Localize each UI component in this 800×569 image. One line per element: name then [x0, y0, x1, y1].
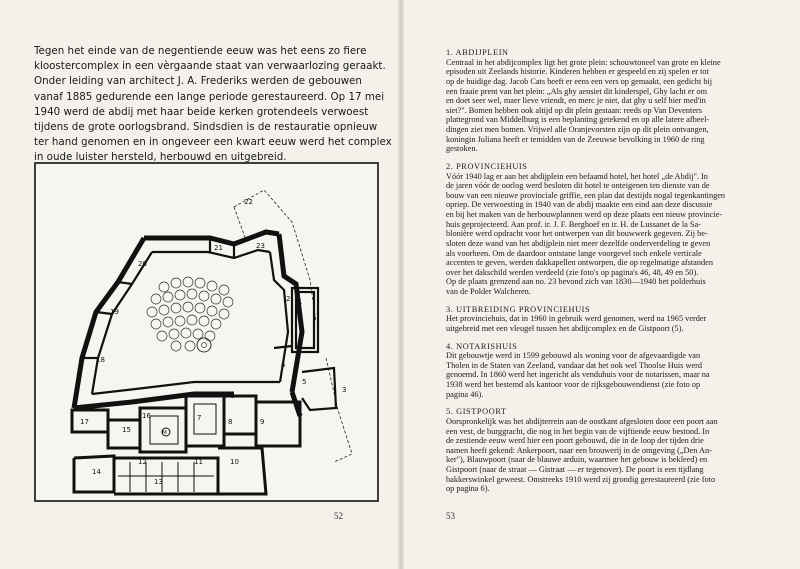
text-line: ker"), Blauwpoort (naar de blauwe arduin, waarmee het gebouw is bekleed) en: [446, 455, 708, 465]
section-title: 1. ABDIJPLEIN: [446, 48, 509, 57]
right-page: [404, 0, 800, 569]
plan-label: 5: [302, 378, 307, 386]
text-line: gestoken.: [446, 144, 478, 154]
plan-label: 8: [228, 418, 233, 426]
intro-paragraph: [34, 44, 392, 166]
section-title: 4. NOTARISHUIS: [446, 341, 518, 351]
text-line: uitgebreid met een vleugel tussen het abdijcomplex en de Gistpoort (5).: [446, 323, 684, 333]
plan-label: 23: [256, 242, 265, 250]
intro-line: Onder leiding van architect J. A. Frederiks werden de gebouwen: [34, 75, 362, 88]
intro-line: 1940 werd de abdij met haar beide kerken grotendeels verwoest: [34, 105, 369, 118]
intro-line: vanaf 1885 gedurende een lange periode gerestaureerd. Op 17 mei: [34, 90, 385, 103]
plan-label: 1: [298, 298, 303, 306]
text-line: en doet seer wel, maer lieve vriendt, en merc je niet, dat ghy u self hier med'in: [446, 96, 706, 106]
text-line: als voorheen. Om de daardoor ontstane lange voorgevel toch enkele verticale: [446, 248, 702, 258]
text-line: op pagina 6).: [446, 484, 490, 494]
plan-label: 17: [80, 418, 89, 426]
text-line: en bij het maken van de herbouwplannen werd op deze plaats een nieuw provincie-: [446, 210, 723, 219]
section-provinciehuis: [446, 162, 786, 297]
text-line: siet?". Bomen hebben ook altijd op dit plein gestaan: reeds op Van Deventers: [446, 105, 702, 115]
page-number-right: 53: [446, 511, 455, 521]
text-line: over het dakschild werden verdeeld (zie foto's op pagina's 46, 48, 49 en 50).: [446, 267, 699, 277]
plan-label: 11: [194, 458, 203, 466]
plan-label: 19: [110, 308, 119, 316]
intro-line: ter hand genomen en in ongeveer een kwart eeuw werd het complex: [34, 136, 392, 149]
text-line: op de huidige dag. Jacob Cats heeft er eens een vers op gemaakt, een gedicht bij: [446, 76, 713, 86]
legend-text: [446, 48, 786, 494]
text-line: bouw van een nieuwe provinciale griffie, een plan dat destijds nogal tegenkantingen: [446, 190, 726, 200]
section-gistpoort: [446, 407, 786, 494]
text-line: blonière werd opdracht voor het ontwerpen van dit bouwwerk gegeven. Zij be-: [446, 229, 708, 239]
plan-label: 6: [230, 392, 235, 400]
plan-label: 14: [92, 468, 101, 476]
plan-label: M: [162, 430, 167, 436]
text-line: dingen ziet men bomen. Vrijwel alle Oranjevorsten zijn op dit plein ontvangen,: [446, 125, 709, 134]
text-line: namen heeft gekend: Ankerpoort, naar een brouwerij in de omgeving („Den An-: [446, 445, 712, 455]
section-title: 5. GISTPOORT: [446, 407, 507, 417]
text-line: Oorspronkelijk was het abdijterrein aan de oostkant afgesloten door een poort aan: [446, 416, 718, 426]
plan-label: 10: [230, 458, 239, 466]
plan-label: 9: [260, 418, 265, 426]
text-line: koningin Juliana heeft er temidden van de Zeeuwse bevolking in 1960 de ring: [446, 134, 705, 144]
text-line: pagina 46).: [446, 389, 484, 399]
intro-line: Tegen het einde van de negentiende eeuw was het eens zo fiere: [34, 45, 367, 57]
section-notarishuis: [446, 342, 786, 400]
text-line: accenten te geven, werden dakkapellen ontworpen, die op regelmatige afstanden: [446, 258, 713, 268]
plan-label: 3: [342, 386, 347, 394]
text-line: de jaren vóór de oorlog werd besloten dit hotel te onteigenen ten dienste van de: [446, 181, 710, 191]
section-title: 2. PROVINCIEHUIS: [446, 161, 528, 171]
left-page: [0, 0, 398, 569]
text-line: episoden uit Zeelands historie. Kinderen hebben er gespeeld en zij spelen er tot: [446, 67, 709, 77]
text-line: genoemd. In 1860 werd het ingericht als venduhuis voor de notarissen, maar na: [446, 370, 710, 380]
section-title: 3. UITBREIDING PROVINCIEHUIS: [446, 304, 591, 314]
plan-label: 20: [138, 260, 147, 268]
text-line: een fraaie prent van het plein: „Als ghy aensiet dit kinderspel, Ghy lacht er om: [446, 86, 708, 96]
intro-line: tijdens de grote oorlogsbrand. Sindsdien is de restauratie opnieuw: [34, 121, 378, 134]
intro-line: kloostercomplex in een vèrgaande staat van verwaarlozing geraakt.: [34, 60, 386, 73]
plan-label: 2: [286, 295, 291, 303]
plan-label: 21: [214, 244, 223, 252]
text-line: Dit gebouwtje werd in 1599 gebouwd als woning voor de afgevaardigde van: [446, 351, 701, 361]
text-line: van de Polder Walcheren.: [446, 287, 531, 296]
text-line: sloten deze wand van het abdijplein niet meer dezelfde onderverdeling te geven: [446, 238, 711, 248]
text-line: de zestiende eeuw werd hier een poort gebouwd, die in de loop der tijden drie: [446, 436, 704, 446]
text-line: Gistpoort (naar de straat — Gistraat — er tegenover). De poort is een tijdlang: [446, 465, 704, 474]
text-line: Vóór 1940 lag er aan het abdijplein een befaamd hotel, het hotel „de Abdij". In: [446, 171, 708, 181]
plan-label: 16: [142, 412, 151, 420]
text-line: huis geprojecteerd. Aan prof. ir. J. F. Berghoef en ir. H. de Lussanet de la Sa-: [446, 219, 701, 229]
plan-label: 15: [122, 426, 131, 434]
text-line: Het provinciehuis, dat in 1960 in gebruik werd genomen, werd na 1965 verder: [446, 314, 707, 324]
text-line: een vest, de burggracht, die nog in het begin van de vijftiende eeuw bestond. In: [446, 426, 710, 436]
text-line: Centraal in het abdijcomplex ligt het grote plein: schouwtoneel van grote en kleine: [446, 57, 721, 67]
page-number-left: 52: [334, 511, 343, 521]
plan-label: 18: [96, 356, 105, 364]
plan-label: 22: [244, 198, 253, 206]
section-uitbreiding-provinciehuis: [446, 305, 786, 334]
plan-label: 13: [154, 478, 163, 486]
plan-label: 4: [281, 361, 286, 369]
text-line: Tholen in de Staten van Zeeland, vandaar dat het ook wel Thoolse Huis werd: [446, 360, 703, 370]
text-line: 1938 werd het bestemd als kantoor voor de rijksgebouwendienst (zie foto op: [446, 380, 701, 389]
text-line: opriep. De verwoesting in 1940 van de abdij maakte een eind aan deze discussie: [446, 200, 713, 210]
text-line: Op de plaats grenzend aan no. 23 bevond zich van 1830—1940 het polderhuis: [446, 277, 706, 287]
text-line: plattegrond van Middelburg is een beplanting getekend en op alle latere afbeel-: [446, 115, 710, 125]
plan-label: 7: [197, 414, 202, 422]
section-abdijplein: [446, 48, 786, 154]
abbey-floor-plan: [34, 162, 379, 502]
intro-line: in oude luister hersteld, herbouwd en uitgebreid.: [34, 151, 287, 164]
text-line: bakkerswinkel geweest. Omstreeks 1910 werd zij grondig gerestaureerd (zie foto: [446, 474, 716, 484]
plan-label: 12: [138, 458, 147, 466]
